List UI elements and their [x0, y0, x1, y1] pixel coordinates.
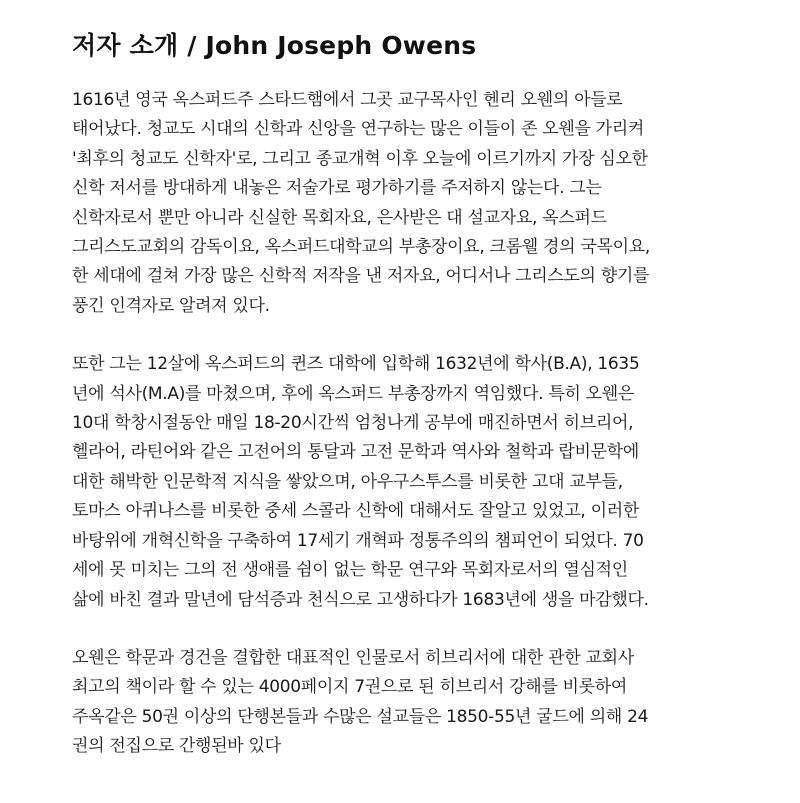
text-line: 헬라어, 라틴어와 같은 고전어의 통달과 고전 문학과 역사와 철학과 랍비문학에 [72, 442, 639, 463]
text-line: 풍긴 인격자로 알려져 있다. [72, 295, 270, 316]
text-line: 삶에 바친 결과 말년에 담석증과 천식으로 고생하다가 1683년에 생을 마감했다. [72, 589, 649, 610]
paragraph-2 [72, 350, 732, 615]
text-line: 또한 그는 12살에 옥스퍼드의 퀸즈 대학에 입학해 1632년에 학사(B.A), 1635 [72, 354, 640, 375]
text-line: 주옥같은 50권 이상의 단행본들과 수많은 설교들은 1850-55년 굴드에 의해 24 [72, 706, 649, 727]
text-line: 바탕위에 개혁신학을 구축하여 17세기 개혁파 정통주의의 챔피언이 되었다. 70 [72, 530, 644, 551]
text-line: 10대 학창시절동안 매일 18-20시간씩 엄청나게 공부에 매진하면서 히브리어, [72, 413, 634, 434]
text-line: 토마스 아퀴나스를 비롯한 중세 스콜라 신학에 대해서도 잘알고 있었고, 이러한 [72, 501, 639, 522]
text-line: 신학자로서 뿐만 아니라 신실한 목회자요, 은사받은 대 설교자요, 옥스퍼드 [72, 207, 607, 228]
text-line: 1616년 영국 옥스퍼드주 스타드햄에서 그곳 교구목사인 헨리 오웬의 아들로 [72, 90, 623, 110]
text-line: '최후의 청교도 신학자'로, 그리고 종교개혁 이후 오늘에 이르기까지 가장 심오한 [72, 148, 648, 169]
text-line: 세에 못 미치는 그의 전 생애를 쉼이 없는 학문 연구와 목회자로서의 열심적인 [72, 560, 628, 581]
text-line: 한 세대에 걸쳐 가장 많은 신학적 저작을 낸 저자요, 어디서나 그리스도의 향기를 [72, 266, 650, 287]
text-line: 대한 해박한 인문학적 지식을 쌓았으며, 아우구스투스를 비롯한 고대 교부들, [72, 471, 623, 492]
page-title: 저자 소개 / John Joseph Owens [72, 31, 477, 60]
text-line: 태어났다. 청교도 시대의 신학과 신앙을 연구하는 많은 이들이 존 오웬을 가리켜 [72, 119, 645, 140]
text-line: 권의 전집으로 간행된바 있다 [72, 736, 281, 757]
paragraph-3 [72, 644, 732, 762]
text-line: 년에 석사(M.A)를 마쳤으며, 후에 옥스퍼드 부총장까지 역임했다. 특히 오웬은 [72, 383, 635, 404]
text-line: 신학 저서를 방대하게 내놓은 저술가로 평가하기를 주저하지 않는다. 그는 [72, 178, 602, 199]
text-line: 그리스도교회의 감독이요, 옥스퍼드대학교의 부총장이요, 크롬웰 경의 국목이요, [72, 237, 650, 258]
text-line: 오웬은 학문과 경건을 결합한 대표적인 인물로서 히브리서에 대한 관한 교회사 [72, 647, 634, 668]
paragraph-1 [72, 86, 732, 321]
document-page [72, 28, 732, 791]
text-line: 최고의 책이라 할 수 있는 4000페이지 7권으로 된 히브리서 강해를 비롯하여 [72, 677, 628, 698]
